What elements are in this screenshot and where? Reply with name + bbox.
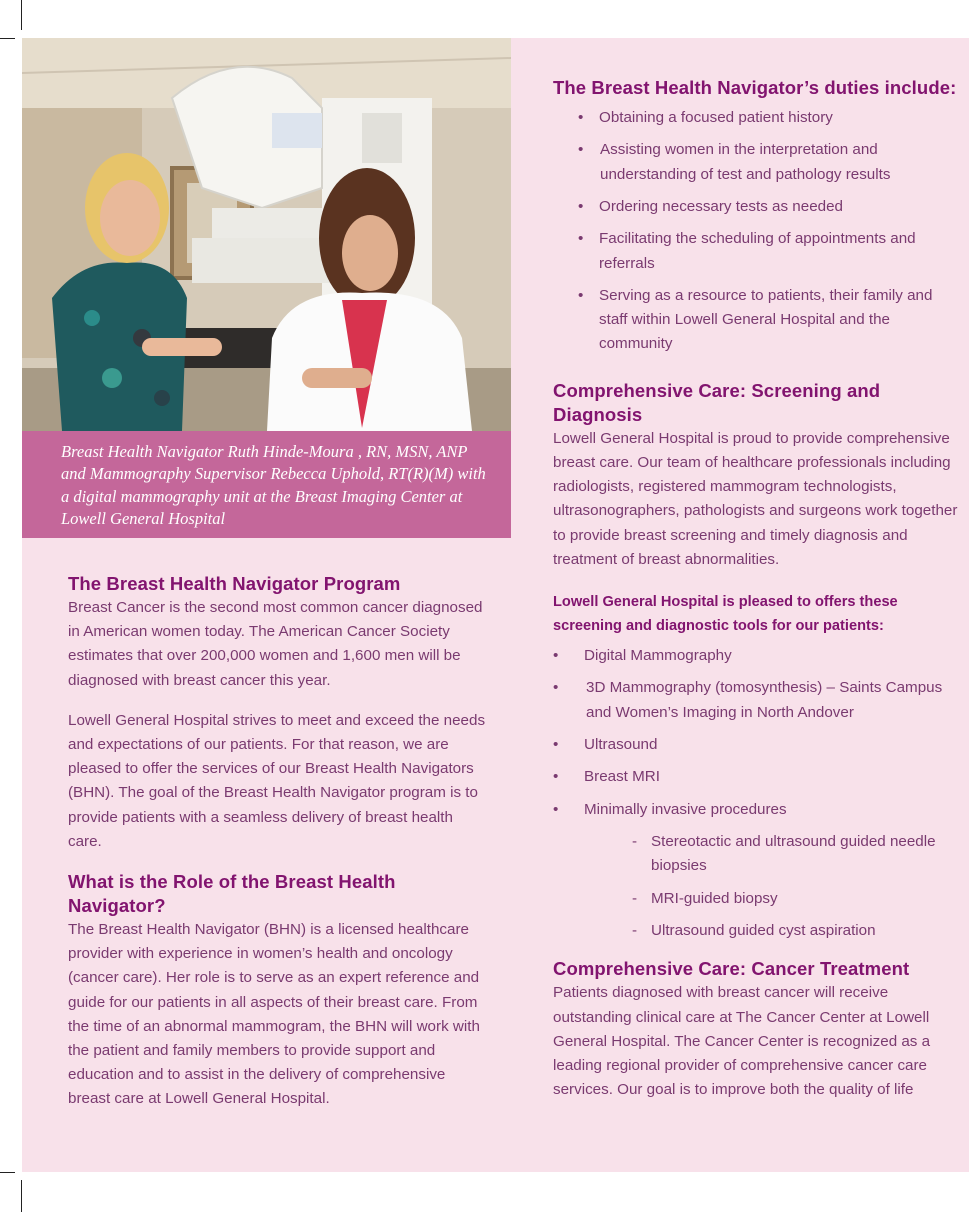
tools-list-item: • Digital Mammography	[553, 644, 965, 668]
role-paragraph: The Breast Health Navigator (BHN) is a licensed healthcare provider with experience in women’s health and oncology (cancer care). Her role is to serve as an expert reference and guide for our patients in all aspects of their breast care. From the time of an abnormal mammogram, the BHN will work with the patient and family members to provide support and education and to assist in the delivery of comprehensive breast care at Lowell General Hospital.	[68, 921, 480, 1108]
crop-mark-top-horizontal	[0, 38, 15, 39]
tools-list-item: • 3D Mammography (tomosynthesis) – Saints Campus and Women’s Imaging in North Andover	[553, 676, 965, 724]
duties-list	[553, 106, 965, 357]
treatment-heading: Comprehensive Care: Cancer Treatment	[553, 958, 910, 980]
duties-list-item: • Serving as a resource to patients, their family and staff within Lowell General Hospital and the community	[553, 284, 965, 357]
procedure-item: - MRI-guided biopsy	[614, 887, 965, 911]
crop-mark-top-vertical	[21, 0, 22, 30]
procedure-item: - Stereotactic and ultrasound guided needle biopsies	[614, 830, 965, 878]
tools-list-item	[553, 798, 965, 943]
crop-mark-bottom-vertical	[21, 1180, 22, 1212]
crop-mark-bottom-horizontal	[0, 1172, 15, 1173]
screening-paragraph: Lowell General Hospital is proud to provide comprehensive breast care. Our team of healthcare professionals including radiologists, registered mammogram technologists, ultrasonographers, pathologists and surgeons work together to provide breast screening and timely diagnosis and treatment of breast abnormalities.	[553, 429, 958, 568]
staff-photo	[22, 38, 511, 431]
treatment-paragraph: Patients diagnosed with breast cancer will receive outstanding clinical care at The Cancer Center at Lowell General Hospital. The Cancer Center is recognized as a leading regional provider of comprehensive cancer care services. Our goal is to improve both the quality of life	[553, 984, 931, 1099]
tools-intro: Lowell General Hospital is pleased to offers these screening and diagnostic tools for our patients:	[553, 593, 898, 634]
tools-list	[553, 644, 965, 943]
program-paragraph-2: Lowell General Hospital strives to meet and exceed the needs and expectations of our patients. For that reason, we are pleased to offer the services of our Breast Health Navigators (BHN). The goal of the Breast Health Navigator program is to provide patients with a seamless delivery of breast health care.	[68, 711, 486, 850]
duties-list-item: • Ordering necessary tests as needed	[553, 195, 965, 219]
duties-list-item: • Facilitating the scheduling of appointments and referrals	[553, 227, 965, 275]
screening-heading: Comprehensive Care: Screening and Diagnosis	[553, 379, 881, 425]
duties-list-item: • Obtaining a focused patient history	[553, 106, 965, 130]
photo-illustration	[22, 38, 511, 431]
procedures-sublist	[584, 830, 965, 943]
duties-heading: The Breast Health Navigator’s duties include:	[553, 77, 957, 98]
tools-list-item: • Breast MRI	[553, 765, 965, 789]
right-column	[553, 76, 965, 1102]
role-heading: What is the Role of the Breast Health Navigator?	[68, 871, 396, 917]
tools-list-item: • Ultrasound	[553, 733, 965, 757]
program-heading: The Breast Health Navigator Program	[68, 573, 401, 594]
left-column	[68, 572, 488, 1112]
photo-caption	[22, 431, 511, 538]
program-paragraph-1: Breast Cancer is the second most common cancer diagnosed in American women today. The American Cancer Society estimates that over 200,000 women and 1,600 men will be diagnosed with breast cancer this year.	[68, 599, 483, 689]
duties-list-item: • Assisting women in the interpretation and understanding of test and pathology results	[553, 138, 965, 186]
photo-caption-text: Breast Health Navigator Ruth Hinde-Moura , RN, MSN, ANP and Mammography Supervisor Rebecca Uphold, RT(R)(M) with a digital mammography unit at the Breast Imaging Center at Lowell General Hospital	[61, 442, 486, 528]
procedure-item: - Ultrasound guided cyst aspiration	[614, 919, 965, 943]
tools-list-item-label: Minimally invasive procedures	[584, 800, 787, 818]
